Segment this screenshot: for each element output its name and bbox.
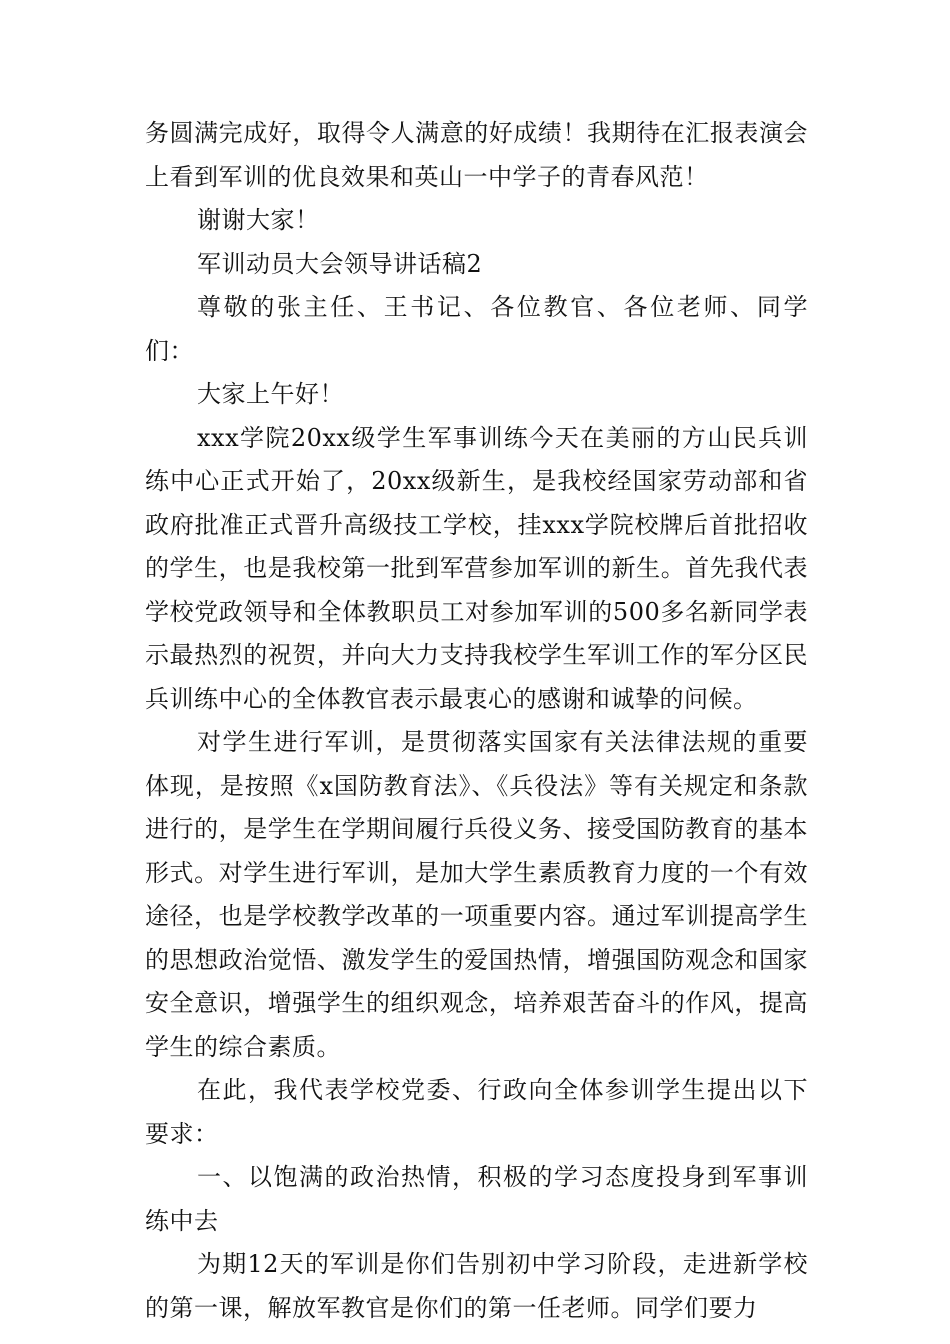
salutation: 尊敬的张主任、王书记、各位教官、各位老师、同学们： bbox=[145, 293, 808, 365]
section-heading: 军训动员大会领导讲话稿2 bbox=[197, 249, 483, 278]
paragraph: 谢谢大家！ bbox=[197, 206, 320, 234]
paragraph: xxx学院20xx级学生军事训练今天在美丽的方山民兵训练中心正式开始了，20xx级新生，是我校经国家劳动部和省政府批准正式晋升高级技工学校，挂xxx学院校牌后首批招收的学生，也是我校第一批到军营参加军训的新生。首先我代表学校党政领导和全体教职员工对参加军训的500多名新同学表示最热烈的祝贺，并向大力支持我校学生军训工作的军分区民兵训练中心的全体教官表示最衷心的感谢和诚挚的问候。 bbox=[145, 423, 808, 713]
list-item-heading: 一、以饱满的政治热情，积极的学习态度投身到军事训练中去 bbox=[145, 1163, 808, 1235]
greeting: 大家上午好！ bbox=[197, 380, 344, 408]
paragraph: 在此，我代表学校党委、行政向全体参训学生提出以下要求： bbox=[145, 1076, 808, 1148]
paragraph: 对学生进行军训，是贯彻落实国家有关法律法规的重要体现，是按照《x国防教育法》、《兵役法》等有关规定和条款进行的，是学生在学期间履行兵役义务、接受国防教育的基本形式。对学生进行军训，是加大学生素质教育力度的一个有效途径，也是学校教学改革的一项重要内容。通过军训提高学生的思想政治觉悟、激发学生的爱国热情，增强国防观念和国家安全意识，增强学生的组织观念，培养艰苦奋斗的作风，提高学生的综合素质。 bbox=[145, 728, 808, 1061]
paragraph: 务圆满完成好，取得令人满意的好成绩！我期待在汇报表演会上看到军训的优良效果和英山一中学子的青春风范！ bbox=[145, 119, 808, 191]
paragraph: 为期12天的军训是你们告别初中学习阶段，走进新学校的第一课，解放军教官是你们的第一任老师。同学们要力 bbox=[145, 1250, 808, 1322]
document-body bbox=[145, 112, 808, 1330]
